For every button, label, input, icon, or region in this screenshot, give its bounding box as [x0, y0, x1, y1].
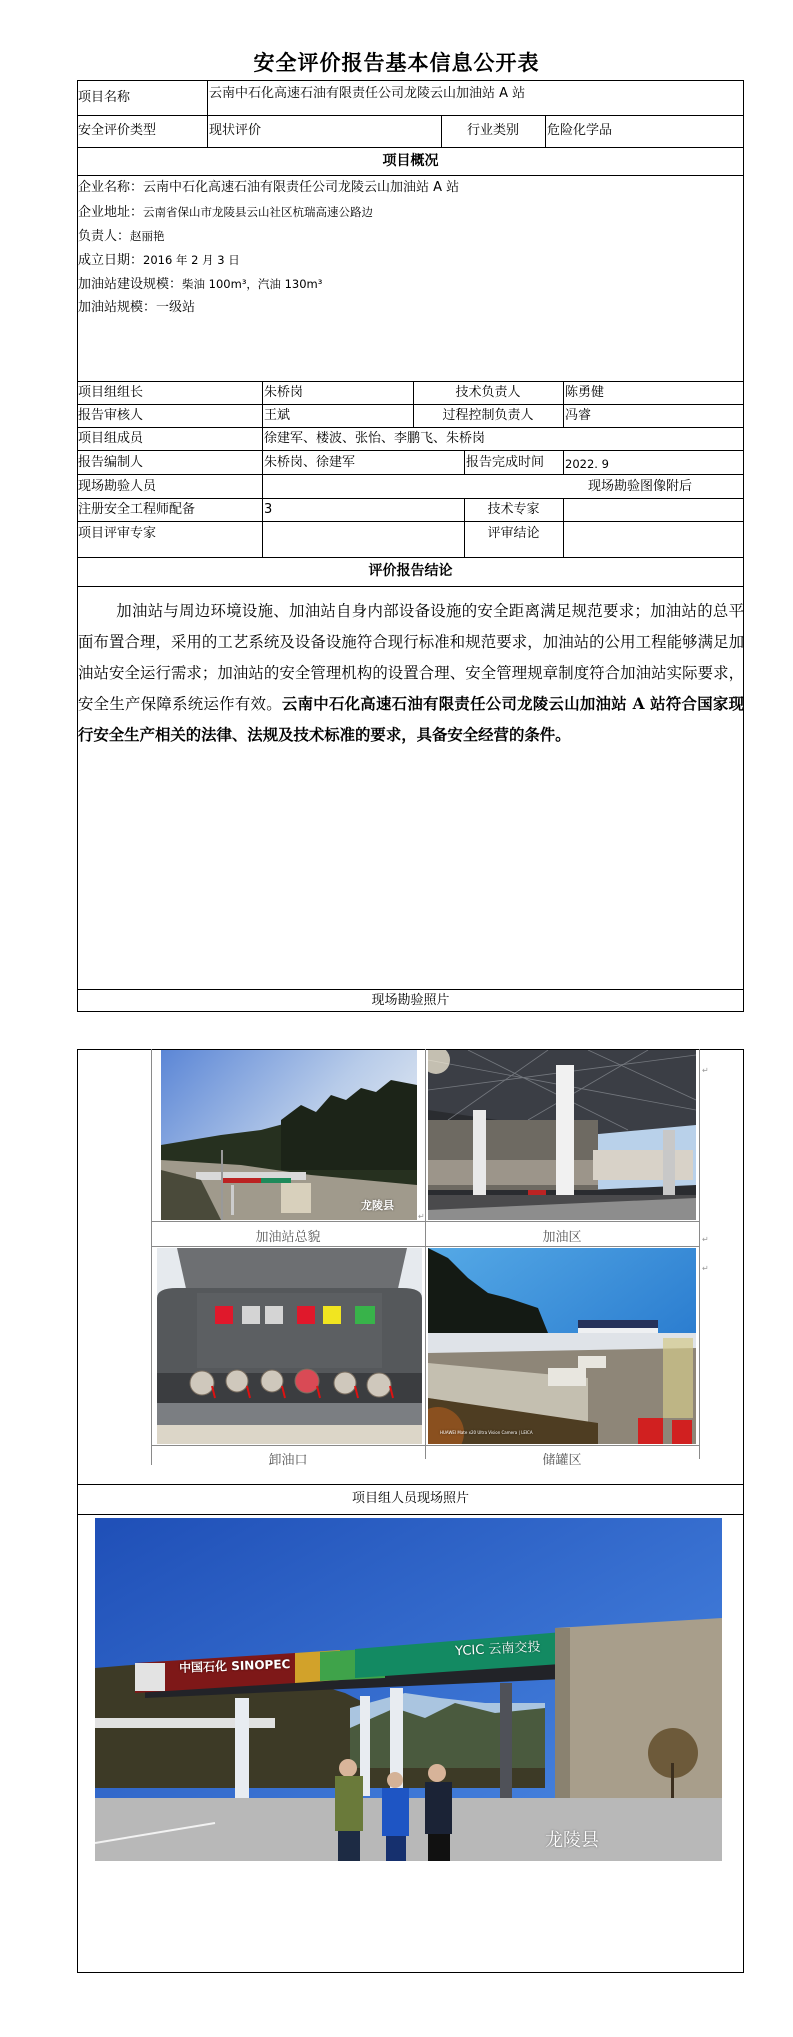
- overview-line-capacity: 加油站建设规模：柴油 100m³，汽油 130m³: [78, 277, 323, 292]
- industry-value: 危险化学品: [547, 123, 613, 138]
- photo-tank-area: [428, 1248, 696, 1444]
- unloading-port-image: [157, 1248, 422, 1444]
- grid-line: [425, 1049, 426, 1459]
- overview-header: 项目概况: [382, 153, 439, 169]
- canopy-brand-sinopec: 中国石化 SINOPEC: [178, 1657, 291, 1675]
- site-photos-header: 现场勘验照片: [371, 993, 450, 1008]
- row-divider: [77, 586, 744, 587]
- paragraph-mark: ↵: [702, 1235, 709, 1244]
- tank-area-image: [428, 1248, 696, 1444]
- overview-line-founded: 成立日期：2016 年 2 月 3 日: [78, 253, 240, 268]
- engineers-label: 注册安全工程师配备: [78, 502, 196, 517]
- row-divider: [77, 427, 744, 428]
- conclusion-text: 加油站与周边环境设施、加油站自身内部设备设施的安全距离满足规范要求；加油站的总平面布置合理，采用的工艺系统及设备设施符合现行标准和规范要求，加油站的公用工程能够满足加油站安全运行需求；加油站的安全管理机构的设置合理、安全管理规章制度符合加油站实际要求，安全生产保障系统运作有效。云南中石化高速石油有限责任公司龙陵云山加油站 A 站符合国家现行安全生产相关的法律、法规及技术标准的要求，具备安全经营的条件。: [78, 602, 744, 744]
- photo-watermark: 龙陵县: [545, 1830, 599, 1851]
- photo-fueling-area: [428, 1050, 696, 1220]
- row-divider: [77, 450, 744, 451]
- row-divider: [77, 1484, 744, 1485]
- review-conclusion-label: 评审结论: [487, 526, 540, 541]
- leader-label: 项目组组长: [78, 385, 144, 400]
- industry-label: 行业类别: [466, 123, 519, 138]
- paragraph-mark: ↵: [418, 1212, 425, 1221]
- photo-unloading-port: [157, 1248, 422, 1444]
- overview-line-responsible: 负责人：赵丽艳: [78, 229, 165, 244]
- site-staff-label: 现场勘验人员: [78, 479, 157, 494]
- fueling-area-image: [428, 1050, 696, 1220]
- completion-value: 2022. 9: [565, 457, 609, 471]
- caption-fueling-area: 加油区: [542, 1230, 582, 1245]
- col-divider: [563, 381, 564, 427]
- grid-line: [151, 1246, 699, 1247]
- canopy-brand-ycic: YCIC 云南交投: [454, 1639, 541, 1660]
- photo-watermark: 龙陵县: [361, 1199, 394, 1212]
- engineers-value: 3: [264, 502, 273, 517]
- process-ctrl-value: 冯睿: [565, 408, 592, 423]
- grid-line: [699, 1049, 700, 1459]
- caption-tank-area: 储罐区: [542, 1453, 582, 1468]
- grid-line: [151, 1445, 699, 1446]
- photo-station-overview: [161, 1050, 417, 1220]
- reviewer-value: 王斌: [264, 408, 291, 423]
- row-divider: [77, 175, 744, 176]
- col-divider: [563, 450, 564, 474]
- col-divider: [563, 498, 564, 557]
- conclusion-header: 评价报告结论: [368, 563, 453, 579]
- review-expert-label: 项目评审专家: [78, 526, 157, 541]
- author-label: 报告编制人: [78, 455, 144, 470]
- photo-team-onsite: [95, 1518, 722, 1861]
- overview-line-address: 企业地址：云南省保山市龙陵县云山社区杭瑞高速公路边: [78, 205, 374, 220]
- reviewer-label: 报告审核人: [78, 408, 144, 423]
- completion-label: 报告完成时间: [466, 455, 545, 470]
- row-divider: [77, 404, 744, 405]
- members-value: 徐建军、楼波、张怡、李鹏飞、朱桥岗: [264, 431, 486, 446]
- tech-expert-label: 技术专家: [487, 502, 540, 517]
- row-divider: [77, 989, 744, 990]
- row-divider: [77, 147, 744, 148]
- grid-line: [151, 1221, 699, 1222]
- row-divider: [77, 1514, 744, 1515]
- col-divider: [464, 450, 465, 474]
- camera-watermark: HUAWEI Mate x20 Ultra Vision Camera | LEICA: [440, 1430, 533, 1435]
- overview-line-grade: 加油站规模：一级站: [78, 300, 196, 315]
- paragraph-mark: ↵: [702, 1264, 709, 1273]
- process-ctrl-label: 过程控制负责人: [442, 408, 534, 423]
- team-onsite-image: [95, 1518, 722, 1861]
- paragraph-mark: ↵: [702, 1066, 709, 1075]
- row-divider: [77, 381, 744, 382]
- tech-lead-label: 技术负责人: [455, 385, 521, 400]
- members-label: 项目组成员: [78, 431, 144, 446]
- col-divider: [207, 80, 208, 147]
- author-value: 朱桥岗、徐建军: [264, 455, 356, 470]
- station-overview-image: [161, 1050, 417, 1220]
- row-divider: [77, 115, 744, 116]
- eval-type-label: 安全评价类型: [78, 123, 157, 138]
- overview-line-company: 企业名称：云南中石化高速石油有限责任公司龙陵云山加油站 A 站: [78, 180, 460, 195]
- project-name-label: 项目名称: [78, 90, 131, 105]
- eval-type-value: 现状评价: [209, 123, 262, 138]
- team-photo-header: 项目组人员现场照片: [351, 1491, 469, 1506]
- caption-station-overview: 加油站总貌: [255, 1230, 321, 1245]
- row-divider: [77, 474, 744, 475]
- caption-unloading-port: 卸油口: [268, 1453, 308, 1468]
- tech-lead-value: 陈勇健: [565, 385, 605, 400]
- grid-line: [151, 1049, 152, 1465]
- col-divider: [262, 381, 263, 557]
- row-divider: [77, 557, 744, 558]
- page-title: 安全评价报告基本信息公开表: [253, 51, 540, 75]
- row-divider: [77, 521, 744, 522]
- site-images-note: 现场勘验图像附后: [588, 479, 693, 494]
- col-divider: [545, 115, 546, 147]
- row-divider: [77, 498, 744, 499]
- project-name-value: 云南中石化高速石油有限责任公司龙陵云山加油站 A 站: [209, 86, 526, 101]
- leader-value: 朱桥岗: [264, 385, 304, 400]
